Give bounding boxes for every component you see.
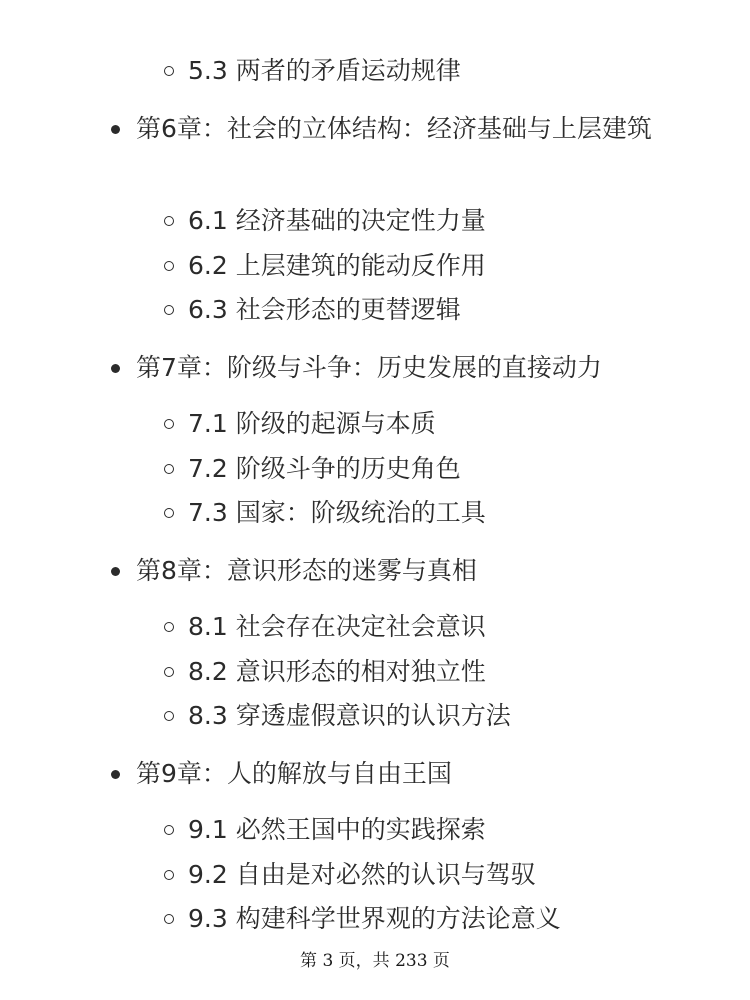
chapter-bullet-icon [111, 125, 120, 134]
sub-bullet-icon [164, 261, 174, 271]
toc-section-6-2: 6.2 上层建筑的能动反作用 [188, 251, 486, 280]
toc-chapter-7: 第7章：阶级与斗争：历史发展的直接动力 [136, 353, 602, 382]
sub-bullet-icon [164, 711, 174, 721]
toc-section-7-2: 7.2 阶级斗争的历史角色 [188, 454, 461, 483]
sub-bullet-icon [164, 508, 174, 518]
sub-bullet-icon [164, 419, 174, 429]
sub-bullet-icon [164, 914, 174, 924]
toc-section-9-1: 9.1 必然王国中的实践探索 [188, 815, 486, 844]
toc-section-6-3: 6.3 社会形态的更替逻辑 [188, 295, 461, 324]
toc-section-8-1: 8.1 社会存在决定社会意识 [188, 612, 486, 641]
chapter-bullet-icon [111, 364, 120, 373]
sub-bullet-icon [164, 622, 174, 632]
chapter-bullet-icon [111, 567, 120, 576]
page-number-footer: 第 3 页，共 233 页 [300, 951, 450, 971]
toc-section-9-2: 9.2 自由是对必然的认识与驾驭 [188, 860, 536, 889]
sub-bullet-icon [164, 870, 174, 880]
toc-section-7-1: 7.1 阶级的起源与本质 [188, 409, 436, 438]
sub-bullet-icon [164, 66, 174, 76]
toc-section-6-1: 6.1 经济基础的决定性力量 [188, 206, 486, 235]
chapter-bullet-icon [111, 770, 120, 779]
sub-bullet-icon [164, 216, 174, 226]
toc-section-5-3: 5.3 两者的矛盾运动规律 [188, 56, 461, 85]
toc-section-9-3: 9.3 构建科学世界观的方法论意义 [188, 904, 561, 933]
toc-chapter-6: 第6章：社会的立体结构：经济基础与上层建筑 [136, 114, 652, 143]
toc-section-8-3: 8.3 穿透虚假意识的认识方法 [188, 701, 511, 730]
toc-chapter-9: 第9章：人的解放与自由王国 [136, 759, 452, 788]
sub-bullet-icon [164, 825, 174, 835]
sub-bullet-icon [164, 667, 174, 677]
toc-section-7-3: 7.3 国家：阶级统治的工具 [188, 498, 486, 527]
sub-bullet-icon [164, 305, 174, 315]
sub-bullet-icon [164, 464, 174, 474]
toc-chapter-8: 第8章：意识形态的迷雾与真相 [136, 556, 477, 585]
toc-section-8-2: 8.2 意识形态的相对独立性 [188, 657, 486, 686]
